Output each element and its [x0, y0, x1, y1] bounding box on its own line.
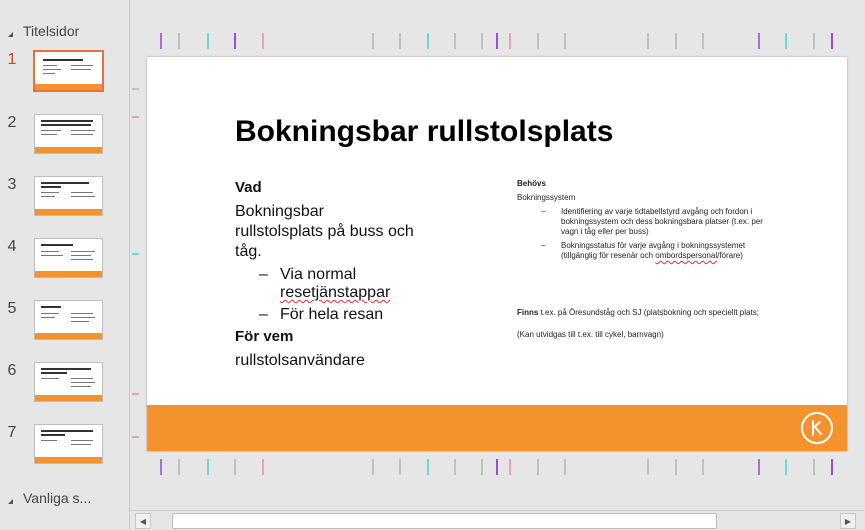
heading-for-vem: För vem — [235, 328, 294, 345]
guide-marker — [160, 459, 162, 475]
slide-thumb-5[interactable] — [0, 300, 128, 344]
slide-thumbnail[interactable] — [34, 362, 103, 402]
body-text-vad: Bokningsbar rullstolsplats på buss och tåg. — [235, 203, 414, 260]
guide-marker — [234, 33, 236, 49]
slide-editing-canvas[interactable] — [130, 0, 865, 510]
guide-marker — [399, 459, 401, 475]
guide-marker — [178, 459, 180, 475]
guide-marker — [831, 459, 833, 475]
slide-title[interactable]: Bokningsbar rullstolsplats — [235, 115, 614, 148]
guide-marker — [207, 459, 209, 475]
spellcheck-word: ombordspersonal — [655, 251, 718, 260]
guide-marker — [509, 33, 511, 49]
guide-marker — [262, 459, 264, 475]
guide-marker — [207, 33, 209, 49]
slide-thumb-4[interactable] — [0, 238, 128, 282]
guide-marker — [675, 459, 677, 475]
collapse-triangle-icon[interactable] — [8, 494, 13, 504]
guide-marker — [537, 33, 539, 49]
section-title: Vanliga s... — [23, 490, 92, 506]
heading-vad: Vad — [235, 179, 262, 196]
guide-marker — [758, 33, 760, 49]
footer-bar — [147, 405, 847, 451]
right-heading: Behövs — [517, 179, 546, 188]
guide-marker — [262, 33, 264, 49]
slide-thumbnail[interactable] — [34, 114, 103, 154]
guide-marker — [785, 33, 787, 49]
guide-marker — [160, 33, 162, 49]
guide-marker — [758, 459, 760, 475]
slide-thumbnail[interactable] — [34, 176, 103, 216]
guide-marker — [702, 33, 704, 49]
slide-number: 7 — [7, 424, 17, 441]
scroll-left-icon[interactable]: ◀ — [135, 513, 151, 529]
guide-marker — [132, 393, 139, 395]
right-system: Bokningssystem — [517, 193, 576, 202]
guide-marker — [132, 436, 139, 438]
slide-thumb-7[interactable] — [0, 424, 128, 468]
right-extra: (Kan utvidgas till t.ex. till cykel, barnvagn) — [517, 330, 664, 339]
guide-marker — [399, 33, 401, 49]
slide-thumb-3[interactable] — [0, 176, 128, 220]
guide-marker — [831, 33, 833, 49]
slide-thumbnail[interactable] — [33, 50, 104, 92]
slide-number: 2 — [7, 114, 17, 131]
right-content-placeholder[interactable] — [517, 179, 767, 340]
guide-marker — [647, 459, 649, 475]
guide-marker — [427, 33, 429, 49]
guide-marker — [785, 459, 787, 475]
logo-icon — [801, 412, 833, 444]
slide-number: 4 — [7, 238, 17, 255]
guide-marker — [481, 459, 483, 475]
section-header-titelsidor[interactable] — [8, 22, 79, 40]
guide-marker — [647, 33, 649, 49]
slide-number: 3 — [7, 176, 17, 193]
bullet-item: – Via normal resetjänstappar — [259, 266, 391, 301]
guide-marker — [427, 459, 429, 475]
slide-number: 5 — [7, 300, 17, 317]
slide-thumb-1[interactable] — [0, 51, 128, 95]
slide[interactable] — [147, 57, 847, 451]
guide-marker — [372, 459, 374, 475]
guide-marker — [496, 33, 498, 49]
guide-marker — [537, 459, 539, 475]
guide-marker — [813, 459, 815, 475]
spellcheck-word: resetjänstappar — [280, 284, 391, 301]
left-content-placeholder[interactable] — [235, 179, 415, 371]
guide-marker — [813, 33, 815, 49]
right-sub-item: – Identifiering av varje tidtabellstyrd avgång och fordon i bokningssystem och dess bokningsbara platser (t.ex. per vagn i tåg eller per buss) — [541, 207, 763, 236]
slide-thumbnail[interactable] — [34, 300, 103, 340]
guide-marker — [372, 33, 374, 49]
slide-thumbnail[interactable] — [34, 238, 103, 278]
guide-marker — [675, 33, 677, 49]
slide-number: 1 — [7, 51, 17, 68]
slide-thumb-2[interactable] — [0, 114, 128, 158]
section-header-vanliga[interactable] — [8, 489, 91, 507]
scrollbar-thumb[interactable] — [172, 513, 717, 529]
guide-marker — [132, 116, 139, 118]
body-text-for-vem: rullstolsanvändare — [235, 352, 365, 369]
guide-marker — [234, 459, 236, 475]
slide-thumb-6[interactable] — [0, 362, 128, 406]
section-title: Titelsidor — [23, 23, 80, 39]
collapse-triangle-icon[interactable] — [8, 27, 13, 37]
guide-marker — [178, 33, 180, 49]
horizontal-scrollbar[interactable] — [130, 510, 865, 530]
guide-marker — [496, 459, 498, 475]
scroll-right-icon[interactable]: ▶ — [840, 513, 856, 529]
right-finns: Finns t.ex. på Öresundståg och SJ (platsbokning och speciellt plats; — [517, 308, 759, 317]
guide-marker — [564, 459, 566, 475]
slide-thumbnail[interactable] — [34, 424, 103, 464]
slide-thumbnail-pane[interactable] — [0, 0, 130, 529]
guide-marker — [702, 459, 704, 475]
bullet-item: – För hela resan — [259, 306, 384, 323]
right-sub-item: – Bokningsstatus för varje avgång i bokningssystemet (tillgänglig för resenär och ombordspersonal/förare) — [541, 241, 746, 260]
guide-marker — [132, 88, 139, 90]
guide-marker — [454, 459, 456, 475]
guide-marker — [509, 459, 511, 475]
guide-marker — [132, 253, 139, 255]
guide-marker — [564, 33, 566, 49]
slide-number: 6 — [7, 362, 17, 379]
guide-marker — [454, 33, 456, 49]
guide-marker — [481, 33, 483, 49]
